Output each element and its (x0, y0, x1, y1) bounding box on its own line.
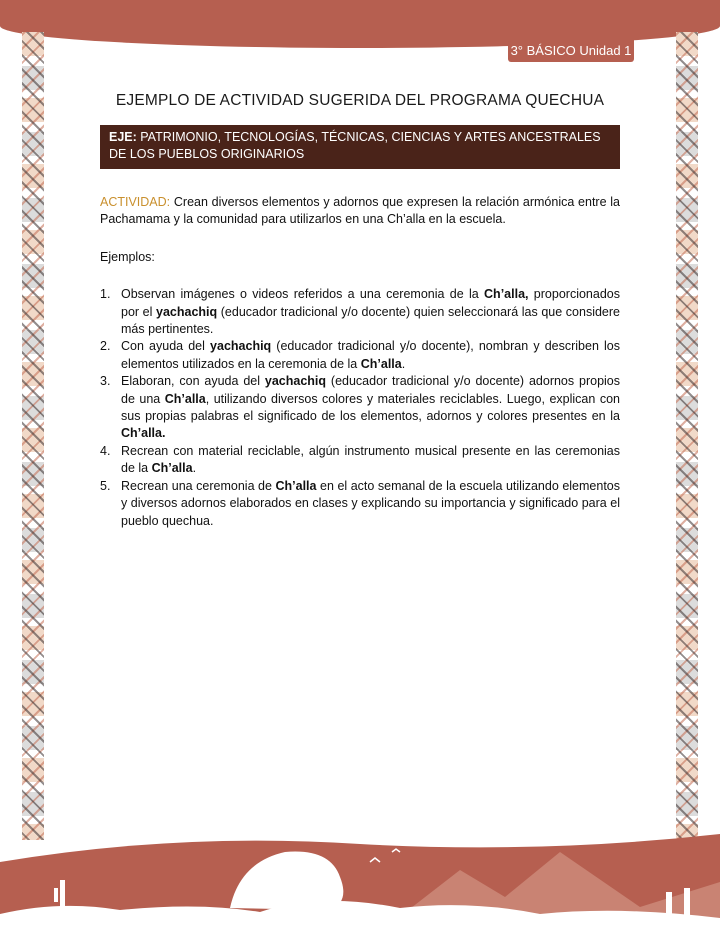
example-item-text: Elaboran, con ayuda del (121, 374, 265, 389)
example-item-number: 1. (100, 287, 111, 302)
example-item (100, 443, 620, 478)
eje-banner (100, 125, 620, 169)
unit-badge: 3° BÁSICO Unidad 1 (508, 38, 634, 62)
header-tab-notch (596, 20, 600, 36)
example-item-emphasis: Ch’alla (164, 391, 206, 406)
page-title: EJEMPLO DE ACTIVIDAD SUGERIDA DEL PROGRAMA QUECHUA (115, 92, 605, 109)
example-item-text: , utilizando diversos colores y materiales reciclables. Luego, explican con sus propias palabras el significado de los elementos, adornos y colores presentes en la (121, 391, 620, 424)
example-item-text: Recrean con material reciclable, algún instrumento musical presente en las ceremonias de la (121, 443, 620, 476)
example-item-emphasis: yachachiq (156, 304, 218, 319)
example-item-number: 4. (100, 443, 111, 458)
examples-label: Ejemplos: (100, 249, 155, 264)
right-decorative-border (676, 32, 698, 840)
example-item-number: 2. (100, 339, 111, 354)
example-item (100, 478, 620, 530)
example-item-number: 5. (100, 478, 111, 493)
eje-label: EJE: (109, 130, 137, 144)
example-item (100, 286, 620, 338)
example-item-text: Observan imágenes o videos referidos a una ceremonia de la (121, 287, 485, 302)
example-item-emphasis: Ch’alla (275, 478, 317, 493)
example-item-text: . (192, 461, 197, 476)
example-item-text: (educador tradicional y/o docente) quien seleccionará las que considere más pertinentes. (121, 304, 620, 337)
example-item-text: en el acto semanal de la escuela utilizando elementos y diversos adornos elaborados en clases y explicando su importancia y significado para el pueblo quechua. (121, 478, 620, 528)
example-item-text: (educador tradicional y/o docente), nombran y describen los elementos utilizados en la ceremonia de la (121, 339, 620, 371)
example-item-emphasis: Ch’alla (151, 461, 193, 476)
example-item-emphasis: yachachiq (264, 374, 327, 389)
example-item-number: 3. (100, 374, 111, 389)
example-item-text: (educador tradicional y/o docente) adornos propios de una (121, 374, 621, 406)
example-item (100, 338, 620, 373)
example-item-text: Recrean una ceremonia de (121, 478, 276, 493)
activity-content (100, 194, 620, 530)
activity-text: Crean diversos elementos y adornos que expresen la relación armónica entre la Pachamama y la comunidad para utilizarlos en una Ch’alla en la escuela. (100, 195, 620, 227)
activity-label: ACTIVIDAD: (100, 195, 171, 209)
eje-text: PATRIMONIO, TECNOLOGÍAS, TÉCNICAS, CIENCIAS Y ARTES ANCESTRALES DE LOS PUEBLOS ORIGINARIOS (109, 130, 601, 161)
example-item-text: . (401, 356, 406, 371)
example-item-emphasis: Ch’alla (360, 356, 402, 371)
footer-landscape-illustration (0, 822, 720, 932)
examples-list (100, 286, 620, 530)
activity-paragraph (100, 194, 620, 229)
example-item-text: Con ayuda del (121, 339, 211, 354)
example-item-text: proporcionados por el (121, 287, 620, 319)
example-item (100, 373, 620, 443)
example-item-emphasis: yachachiq (210, 339, 272, 354)
example-item-emphasis: Ch’alla. (121, 426, 166, 441)
left-decorative-border (22, 32, 44, 840)
example-item-emphasis: Ch’alla, (484, 287, 529, 302)
